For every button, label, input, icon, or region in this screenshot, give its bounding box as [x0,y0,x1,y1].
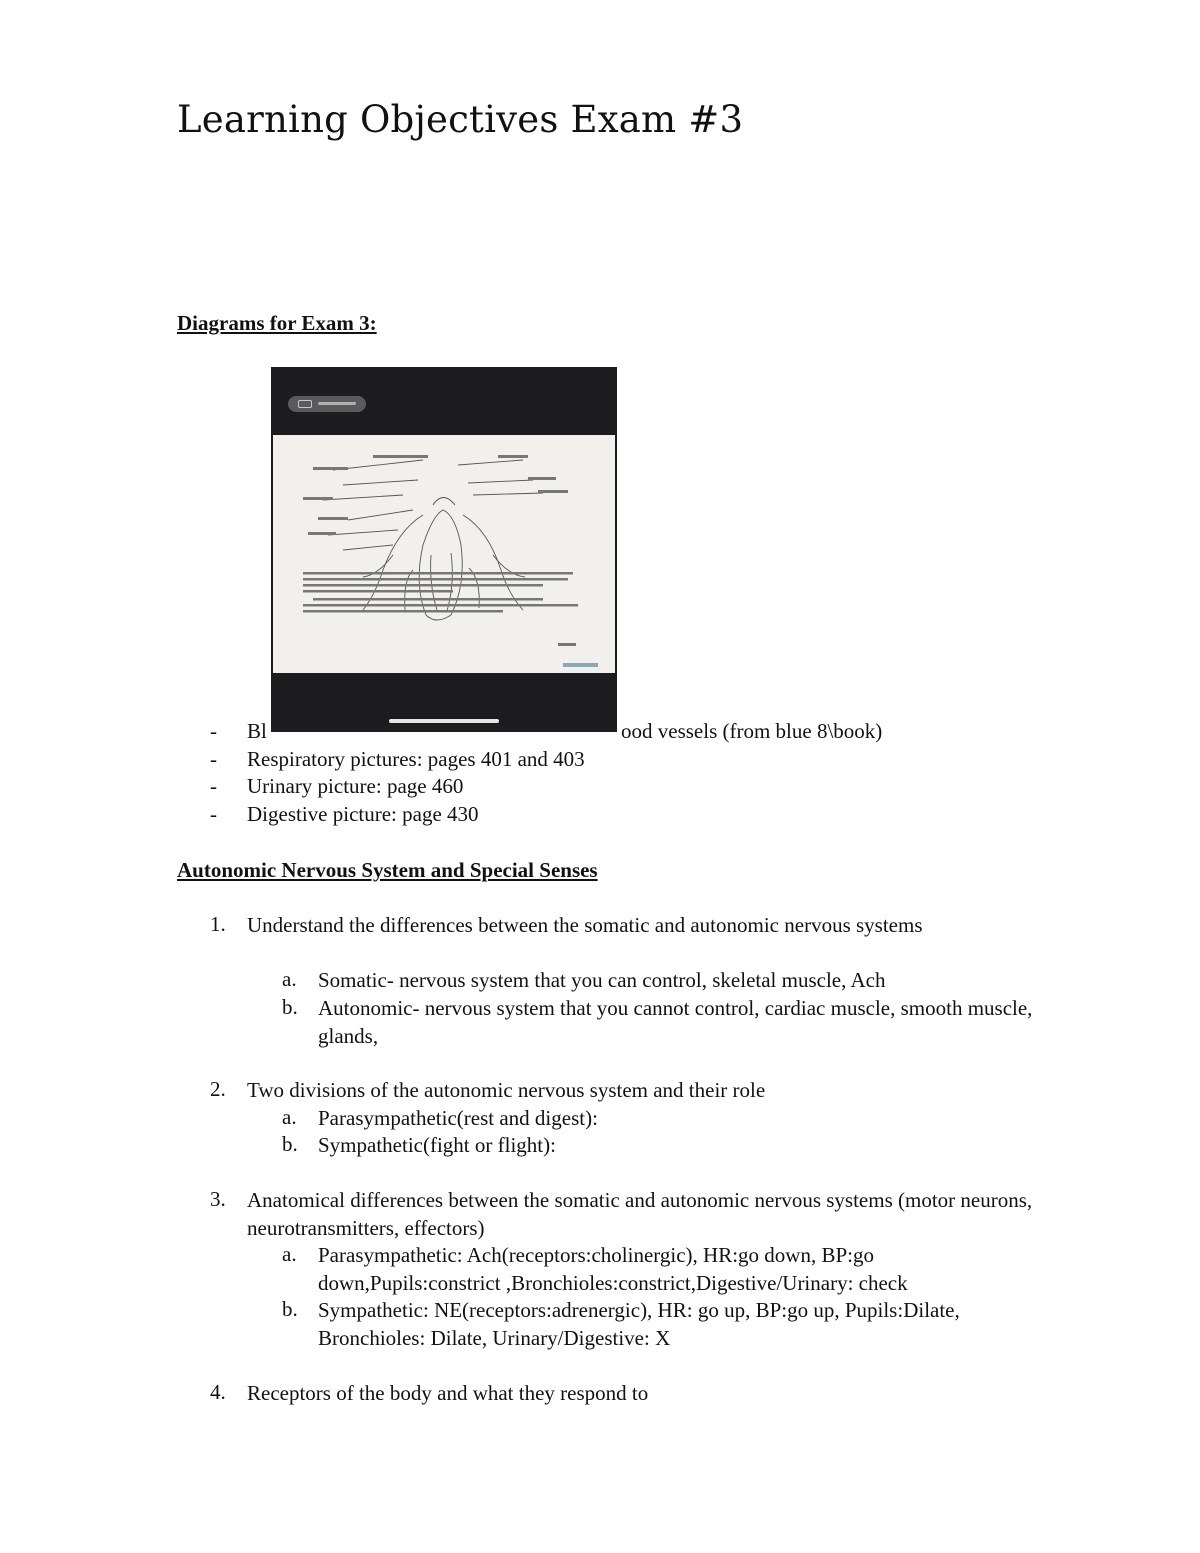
page-indicator-label [318,402,356,405]
bullet-dash: - [210,801,217,826]
sub-letter: a. [282,967,297,991]
anatomy-sketch [273,435,615,673]
page-indicator-pill [288,396,366,412]
bullet-dash: - [210,774,217,798]
bullet-text: Bl [247,719,267,743]
sub-letter: a. [282,1105,297,1129]
question-text: Anatomical differences between the somatic and autonomic nervous systems (motor neurons, neurotransmitters, effectors) [247,1188,1033,1240]
diagram-paper [273,435,615,673]
question-text: Receptors of the body and what they respond to [247,1381,649,1405]
sub-text: Somatic- nervous system that you can control, skeletal muscle, Ach [318,968,886,992]
bullet-text: Urinary picture: page 460 [247,774,464,798]
question-number: 4. [210,1380,226,1404]
bullet-text-continued: ood vessels (from blue 8\book) [621,719,883,743]
page-icon [298,400,312,408]
sub-letter: b. [282,1297,298,1321]
bullet-dash: - [210,746,217,771]
sub-text: Autonomic- nervous system that you cannot control, cardiac muscle, smooth muscle, glands, [318,996,1033,1048]
question-number: 3. [210,1187,226,1211]
bullet-dash: - [210,719,217,743]
home-indicator [389,719,499,723]
question-text: Two divisions of the autonomic nervous system and their role [247,1078,766,1102]
sub-letter: a. [282,1242,297,1266]
sub-text: Parasympathetic(rest and digest): [318,1106,598,1130]
bullet-text: Respiratory pictures: pages 401 and 403 [247,746,585,771]
ans-heading: Autonomic Nervous System and Special Senses [177,858,598,882]
sub-text: Sympathetic(fight or flight): [318,1133,556,1157]
question-number: 2. [210,1077,226,1101]
sub-text: Sympathetic: NE(receptors:adrenergic), HR: go up, BP:go up, Pupils:Dilate, Bronchioles: Dilate, Urinary/Digestive: X [318,1298,960,1350]
sub-letter: b. [282,995,298,1019]
sub-text: Parasympathetic: Ach(receptors:cholinergic), HR:go down, BP:go down,Pupils:constrict ,Bronchioles:constrict,Digestive/Urinary: check [318,1243,908,1295]
diagram-photo [271,367,617,732]
bullet-text: Digestive picture: page 430 [247,801,479,826]
page-title: Learning Objectives Exam #3 [177,98,744,141]
question-number: 1. [210,912,226,936]
question-text: Understand the differences between the somatic and autonomic nervous systems [247,913,923,937]
sub-letter: b. [282,1132,298,1156]
diagrams-heading: Diagrams for Exam 3: [177,311,377,335]
